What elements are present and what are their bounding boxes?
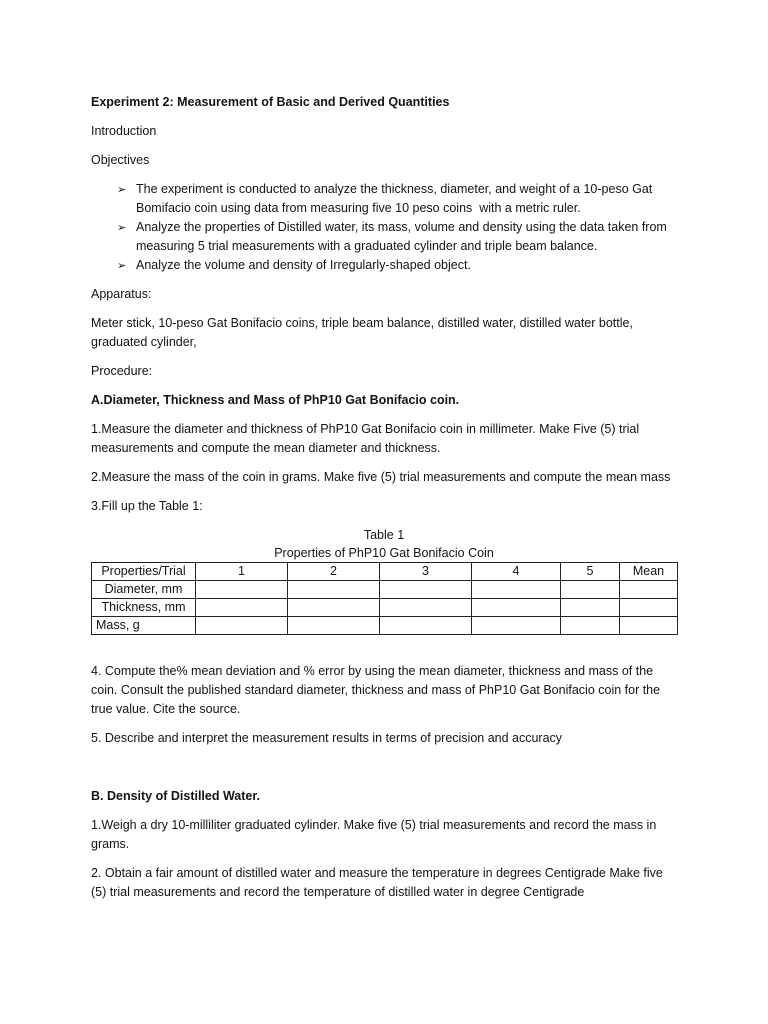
text-line: coin. Consult the published standard diameter, thickness and mass of PhP10 Gat Bonifacio coin for the	[91, 683, 661, 697]
text-line: (5) trial measurements and record the temperature of distilled water in degree Centigrade	[91, 885, 585, 899]
objective-line: The experiment is conducted to analyze the thickness, diameter, and weight of a 10-peso Gat	[136, 182, 653, 196]
table-cell	[472, 617, 561, 635]
table-header-cell: 3	[380, 563, 472, 581]
table-cell	[196, 599, 288, 617]
apparatus-heading	[91, 285, 711, 304]
table-cell	[380, 599, 472, 617]
arrow-bullet-icon: ➢	[117, 259, 127, 272]
objectives-heading	[91, 151, 711, 170]
text-line: 3.Fill up the Table 1:	[91, 499, 203, 513]
table-cell	[472, 599, 561, 617]
table-cell	[380, 617, 472, 635]
table-cell	[620, 581, 678, 599]
heading-line: Procedure:	[91, 364, 153, 378]
table-header-cell: 2	[288, 563, 380, 581]
document-title	[91, 93, 711, 112]
apparatus-list-text	[91, 314, 711, 352]
introduction-heading	[91, 122, 711, 141]
table-cell	[561, 599, 620, 617]
text-line: true value. Cite the source.	[91, 702, 241, 716]
table-cell	[288, 581, 380, 599]
procedure-heading	[91, 362, 711, 381]
part-b-heading	[91, 787, 711, 806]
table-row	[92, 599, 678, 617]
table-cell	[561, 617, 620, 635]
table-label: Table 1	[363, 528, 405, 542]
text-line: 2.Measure the mass of the coin in grams. Make five (5) trial measurements and compute the mean mass	[91, 470, 671, 484]
text-line: graduated cylinder,	[91, 335, 197, 349]
table-header-cell: Mean	[620, 563, 678, 581]
objective-line: Bomifacio coin using data from measuring five 10 peso coins with a metric ruler.	[136, 201, 581, 215]
blank-line	[91, 758, 711, 777]
arrow-bullet-icon: ➢	[117, 221, 127, 234]
table-header-cell: 4	[472, 563, 561, 581]
table-header-cell: Properties/Trial	[92, 563, 196, 581]
text-line: measurements and compute the mean diameter and thickness.	[91, 441, 441, 455]
procedure-step	[91, 729, 711, 748]
table-cell	[380, 581, 472, 599]
procedure-step	[91, 420, 711, 458]
table-cell	[620, 599, 678, 617]
document-body	[91, 93, 711, 912]
text-line: 2. Obtain a fair amount of distilled water and measure the temperature in degrees Centigrade Make five	[91, 866, 663, 880]
text-line: Meter stick, 10-peso Gat Bonifacio coins, triple beam balance, distilled water, distilled water bottle,	[91, 316, 633, 330]
heading-line: Objectives	[91, 153, 150, 167]
objective-line: measuring 5 trial measurements with a graduated cylinder and triple beam balance.	[136, 239, 598, 253]
objective-item	[91, 218, 711, 256]
table-cell	[288, 617, 380, 635]
table-title: Properties of PhP10 Gat Bonifacio Coin	[274, 546, 494, 560]
table-cell	[620, 617, 678, 635]
table-cell	[196, 581, 288, 599]
objective-item	[91, 180, 711, 218]
procedure-step	[91, 864, 711, 902]
row-label: Thickness, mm	[92, 599, 196, 617]
arrow-bullet-icon: ➢	[117, 183, 127, 196]
table-row	[92, 617, 678, 635]
heading-line: Introduction	[91, 124, 157, 138]
objective-line: Analyze the volume and density of Irregularly-shaped object.	[136, 258, 471, 272]
procedure-step	[91, 468, 711, 487]
heading-line: A.Diameter, Thickness and Mass of PhP10 Gat Bonifacio coin.	[91, 393, 460, 407]
table-header-cell: 1	[196, 563, 288, 581]
text-line: 1.Weigh a dry 10-milliliter graduated cylinder. Make five (5) trial measurements and record the mass in	[91, 818, 657, 832]
text-line: 1.Measure the diameter and thickness of PhP10 Gat Bonifacio coin in millimeter. Make Five (5) trial	[91, 422, 640, 436]
table-caption	[91, 526, 677, 562]
text-line: 4. Compute the% mean deviation and % error by using the mean diameter, thickness and mass of the	[91, 664, 654, 678]
objective-item	[91, 256, 711, 275]
title-line: Experiment 2: Measurement of Basic and Derived Quantities	[91, 95, 450, 109]
heading-line: Apparatus:	[91, 287, 152, 301]
table-cell	[561, 581, 620, 599]
table-cell	[472, 581, 561, 599]
row-label: Diameter, mm	[92, 581, 196, 599]
table-header-cell: 5	[561, 563, 620, 581]
table-cell	[196, 617, 288, 635]
text-line: 5. Describe and interpret the measurement results in terms of precision and accuracy	[91, 731, 563, 745]
row-label: Mass, g	[92, 617, 196, 635]
part-a-heading	[91, 391, 711, 410]
properties-table	[91, 562, 678, 635]
table-header-row	[92, 563, 678, 581]
procedure-step	[91, 662, 711, 719]
objectives-list	[91, 180, 711, 275]
text-line: grams.	[91, 837, 130, 851]
procedure-step	[91, 497, 711, 516]
table-cell	[288, 599, 380, 617]
table-row	[92, 581, 678, 599]
objective-line: Analyze the properties of Distilled water, its mass, volume and density using the data taken from	[136, 220, 667, 234]
procedure-step	[91, 816, 711, 854]
heading-line: B. Density of Distilled Water.	[91, 789, 261, 803]
